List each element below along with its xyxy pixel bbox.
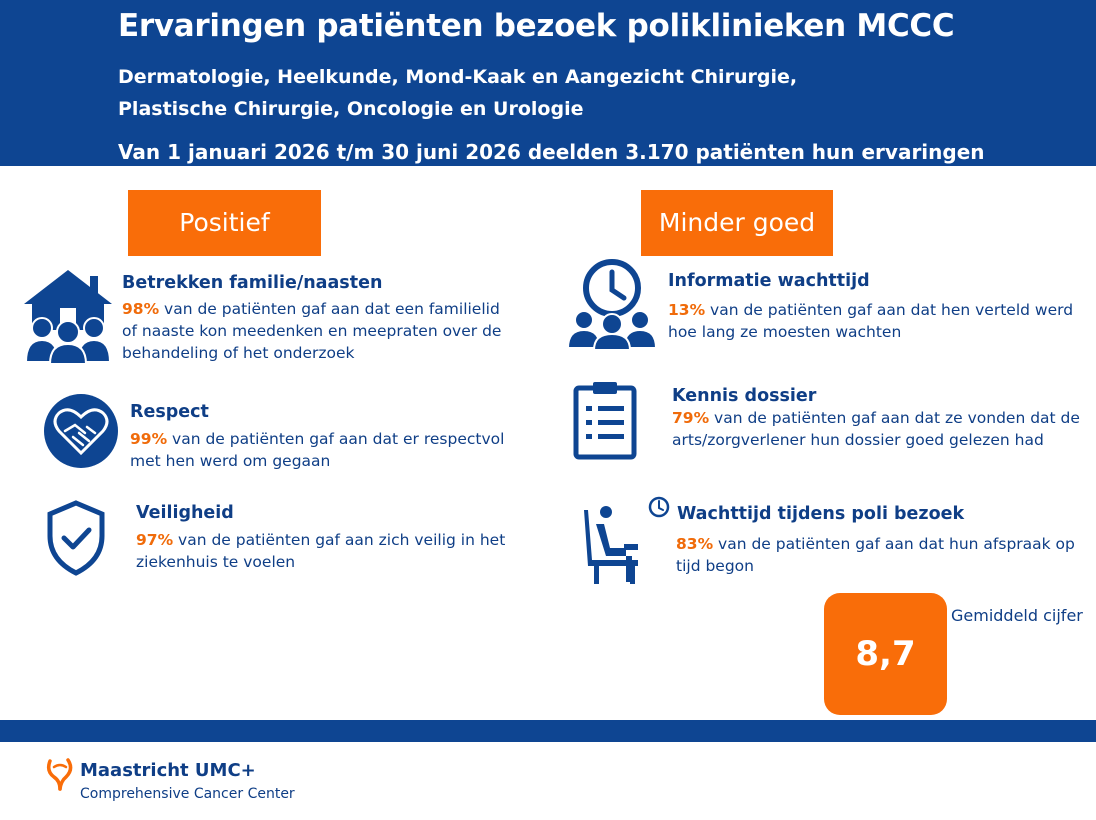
period-summary: Van 1 januari 2026 t/m 30 juni 2026 deelden 3.170 patiënten hun ervaringen xyxy=(118,140,985,164)
average-score: 8,7 xyxy=(824,593,947,715)
average-score-label: Gemiddeld cijfer xyxy=(951,606,1083,625)
visit-wait-percent: 83% xyxy=(676,535,714,553)
family-involvement-title: Betrekken familie/naasten xyxy=(122,273,383,293)
shield-check-icon xyxy=(47,500,105,576)
header-banner xyxy=(0,0,1096,166)
visit-wait-text: 83% van de patiënten gaf aan dat hun afspraak op tijd begon xyxy=(676,535,1075,575)
waiting-info-percent: 13% xyxy=(668,301,706,319)
dossier-title: Kennis dossier xyxy=(672,386,817,406)
departments-line-1: Dermatologie, Heelkunde, Mond-Kaak en Aangezicht Chirurgie, xyxy=(118,66,798,88)
negative-label: Minder goed xyxy=(641,190,833,256)
waiting-chair-icon xyxy=(580,496,672,588)
positive-label: Positief xyxy=(128,190,321,256)
handshake-heart-icon xyxy=(43,393,119,469)
waiting-info-title: Informatie wachttijd xyxy=(668,271,870,291)
departments-line-2: Plastische Chirurgie, Oncologie en Urologie xyxy=(118,98,584,120)
maastricht-umc-logo-icon xyxy=(44,757,76,791)
page-title: Ervaringen patiënten bezoek poliklinieken MCCC xyxy=(118,8,955,44)
safety-percent: 97% xyxy=(136,531,174,549)
respect-text: 99% van de patiënten gaf aan dat er respectvol met hen werd om gegaan xyxy=(130,430,505,470)
family-home-icon xyxy=(24,270,112,364)
footer-bar xyxy=(0,720,1096,742)
safety-title: Veiligheid xyxy=(136,503,234,523)
respect-percent: 99% xyxy=(130,430,168,448)
dossier-text: 79% van de patiënten gaf aan dat ze vonden dat de arts/zorgverlener hun dossier goed gelezen had xyxy=(672,409,1080,449)
family-involvement-percent: 98% xyxy=(122,300,160,318)
visit-wait-title: Wachttijd tijdens poli bezoek xyxy=(677,504,965,524)
waiting-info-text: 13% van de patiënten gaf aan dat hen verteld werd hoe lang ze moesten wachten xyxy=(668,301,1074,341)
logo-subtitle: Comprehensive Cancer Center xyxy=(80,786,295,802)
clock-people-icon xyxy=(566,258,658,350)
respect-title: Respect xyxy=(130,402,209,422)
family-involvement-text: 98% van de patiënten gaf aan dat een familielid of naaste kon meedenken en meepraten over de behandeling of het onderzoek xyxy=(122,300,502,362)
clipboard-list-icon xyxy=(573,380,637,460)
dossier-percent: 79% xyxy=(672,409,710,427)
safety-text: 97% van de patiënten gaf aan zich veilig in het ziekenhuis te voelen xyxy=(136,531,506,571)
logo-name: Maastricht UMC+ xyxy=(80,760,256,781)
